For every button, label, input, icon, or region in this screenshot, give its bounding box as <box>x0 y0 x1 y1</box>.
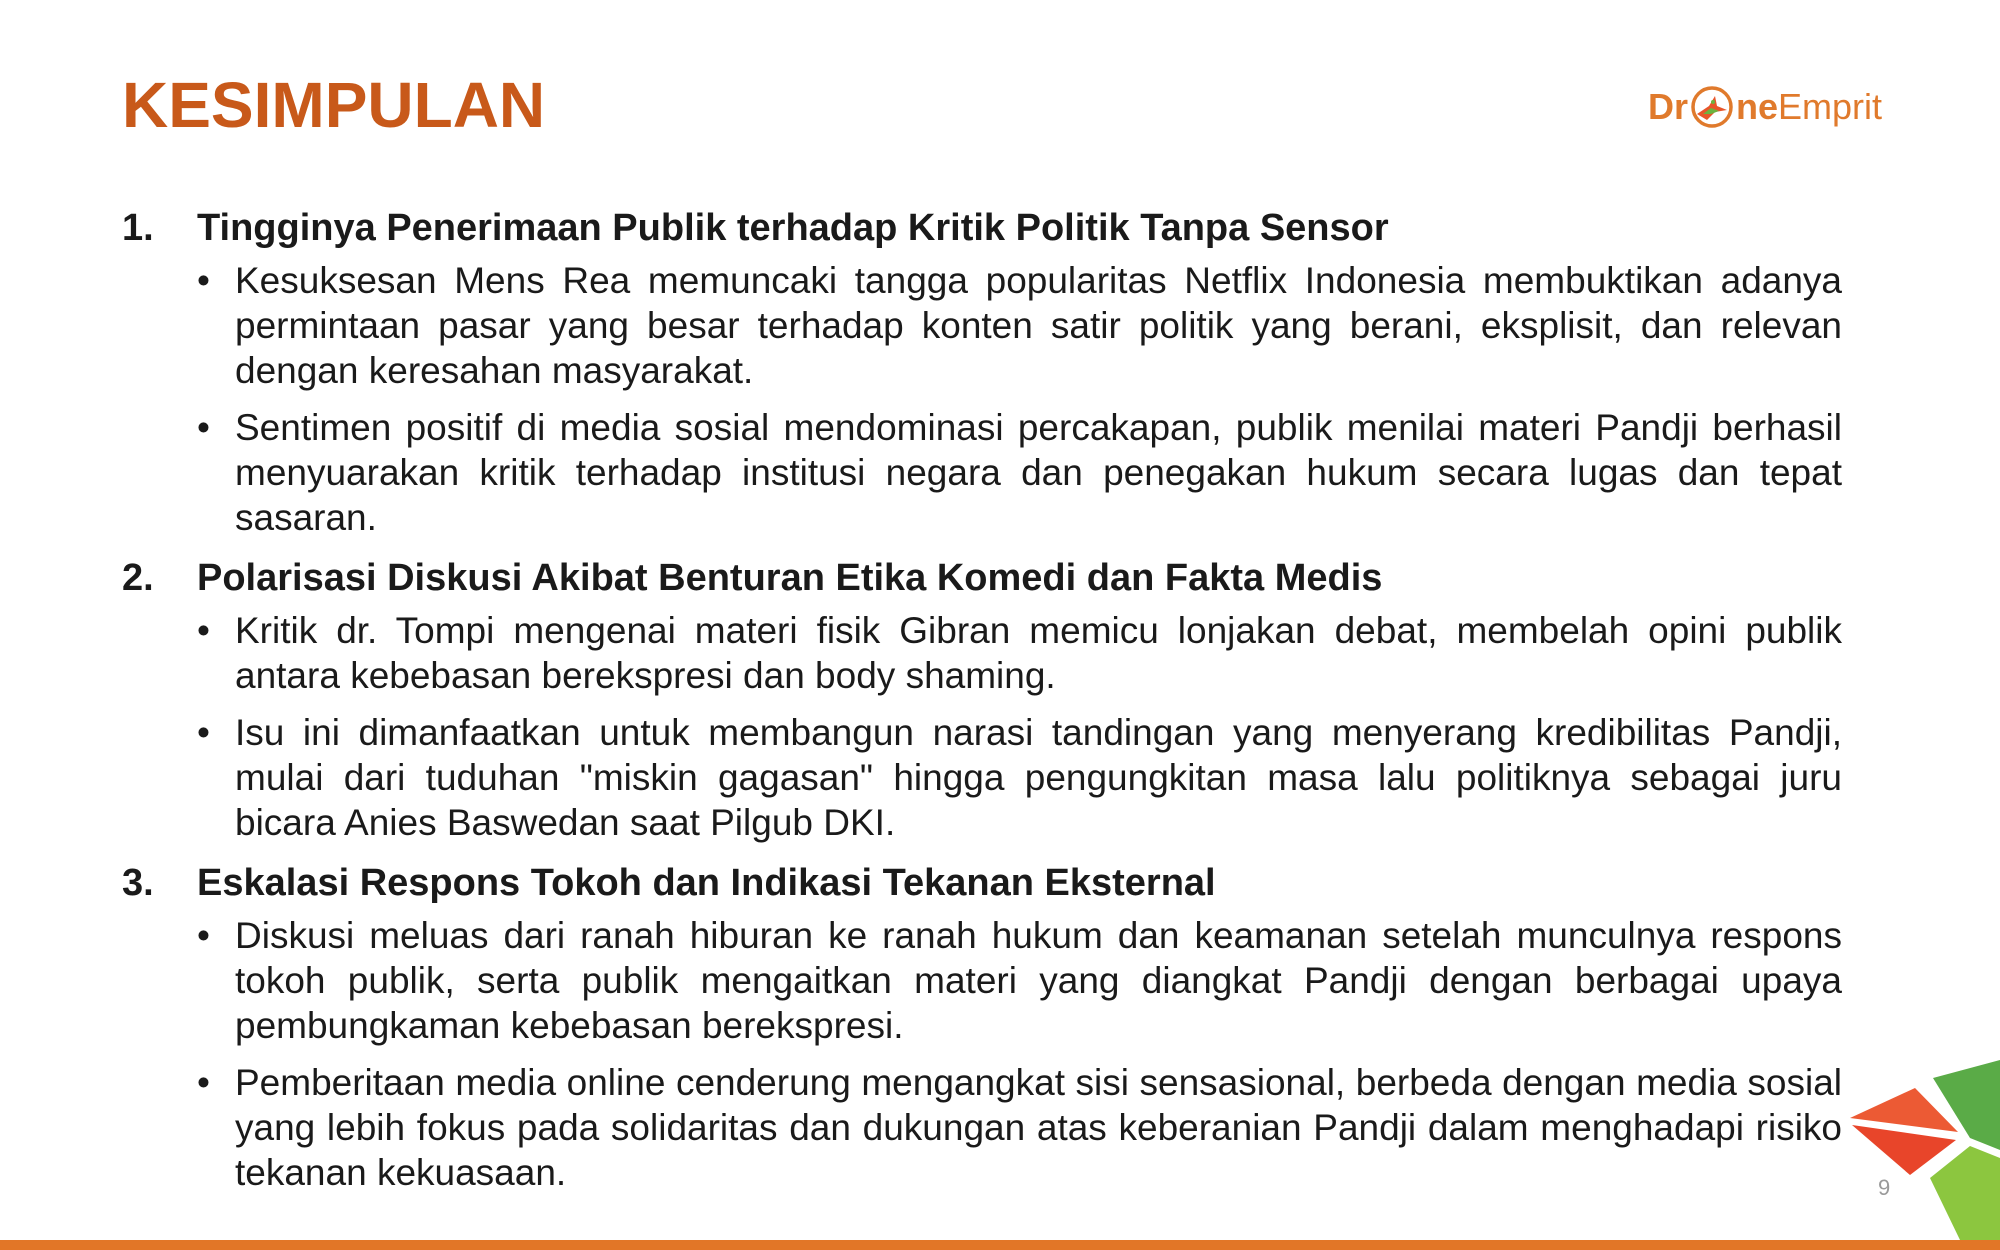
section-number: 3. <box>122 862 154 904</box>
slide-title: KESIMPULAN <box>122 69 546 141</box>
corner-decoration <box>1840 1050 2000 1240</box>
bullet-item <box>197 1060 1842 1195</box>
section-3 <box>122 857 1842 1195</box>
bullet-item <box>197 258 1842 393</box>
section-title: Polarisasi Diskusi Akibat Benturan Etika Komedi dan Fakta Medis <box>197 557 1383 599</box>
bullet-list <box>122 258 1842 540</box>
bullet-dot: • <box>197 260 210 301</box>
corner-lime-shape <box>1930 1146 2000 1240</box>
bullet-dot: • <box>197 610 210 651</box>
bullet-item <box>197 710 1842 845</box>
section-2 <box>122 552 1842 845</box>
section-number: 2. <box>122 557 154 599</box>
bullet-list <box>122 608 1842 845</box>
section-title: Eskalasi Respons Tokoh dan Indikasi Tekanan Eksternal <box>197 862 1216 904</box>
bullet-item <box>197 405 1842 540</box>
corner-red-shape-bottom <box>1852 1125 1956 1175</box>
corner-red-shape-top <box>1850 1088 1958 1132</box>
section-heading <box>122 552 1842 604</box>
bullet-list <box>122 913 1842 1195</box>
bullet-dot: • <box>197 1062 210 1103</box>
section-1 <box>122 202 1842 540</box>
corner-green-shape <box>1933 1060 2000 1150</box>
logo-text-ne: ne <box>1736 86 1779 127</box>
bullet-dot: • <box>197 712 210 753</box>
page-number: 9 <box>1878 1175 1891 1200</box>
conclusion-list <box>122 202 1842 1207</box>
bullet-item <box>197 608 1842 698</box>
drone-emprit-logo <box>1648 74 1882 140</box>
bullet-dot: • <box>197 407 210 448</box>
bullet-text: Diskusi meluas dari ranah hiburan ke ranah hukum dan keamanan setelah munculnya respons tokoh publik, serta publik mengaitkan materi yang diangkat Pandji dengan berbagai upaya pembungkaman kebebasan berekspresi. <box>235 915 1842 1046</box>
bullet-text: Sentimen positif di media sosial mendominasi percakapan, publik menilai materi Pandji berhasil menyuarakan kritik terhadap institusi negara dan penegakan hukum secara lugas dan tepat sasaran. <box>235 407 1842 538</box>
bullet-dot: • <box>197 915 210 956</box>
bullet-text: Isu ini dimanfaatkan untuk membangun narasi tandingan yang menyerang kredibilitas Pandji, mulai dari tuduhan "miskin gagasan" hingga pengungkitan masa lalu politiknya sebagai juru bicara Anies Baswedan saat Pilgub DKI. <box>235 712 1842 843</box>
bullet-text: Kesuksesan Mens Rea memuncaki tangga popularitas Netflix Indonesia membuktikan adanya permintaan pasar yang besar terhadap konten satir politik yang berani, eksplisit, dan relevan dengan keresahan masyarakat. <box>235 260 1842 391</box>
section-heading <box>122 857 1842 909</box>
logo-text-emprit: Emprit <box>1778 86 1883 127</box>
bullet-item <box>197 913 1842 1048</box>
logo-text-dr: Dr <box>1648 86 1689 127</box>
section-number: 1. <box>122 207 154 249</box>
bottom-accent-bar <box>0 1240 2000 1250</box>
section-title: Tingginya Penerimaan Publik terhadap Kritik Politik Tanpa Sensor <box>197 207 1389 249</box>
bullet-text: Kritik dr. Tompi mengenai materi fisik Gibran memicu lonjakan debat, membelah opini publik antara kebebasan berekspresi dan body shaming. <box>235 610 1842 696</box>
section-heading <box>122 202 1842 254</box>
bullet-text: Pemberitaan media online cenderung mengangkat sisi sensasional, berbeda dengan media sosial yang lebih fokus pada solidaritas dan dukungan atas keberanian Pandji dalam menghadapi risiko tekanan kekuasaan. <box>235 1062 1842 1193</box>
drone-bird-icon <box>1689 84 1735 130</box>
